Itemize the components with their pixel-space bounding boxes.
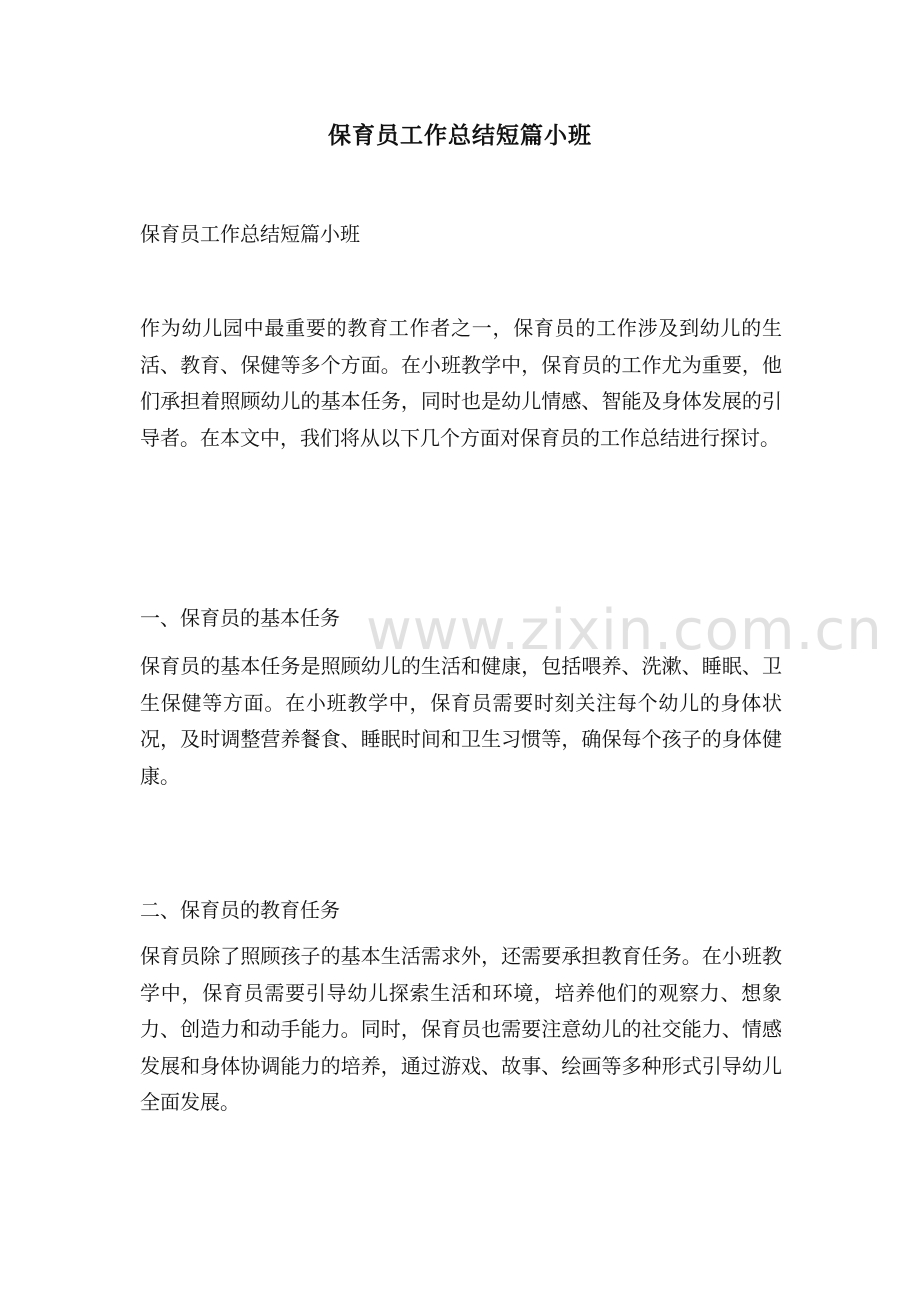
intro-paragraph: 作为幼儿园中最重要的教育工作者之一，保育员的工作涉及到幼儿的生活、教育、保健等多个方面。在小班教学中，保育员的工作尤为重要，他们承担着照顾幼儿的基本任务，同时也是幼儿情感、智能及身体发展的引导者。在本文中，我们将从以下几个方面对保育员的工作总结进行探讨。 (140, 316, 782, 450)
section-heading-2: 二、保育员的教育任务 (140, 898, 340, 922)
document-title: 保育员工作总结短篇小班 (328, 122, 592, 149)
section-body-2: 保育员除了照顾孩子的基本生活需求外，还需要承担教育任务。在小班教学中，保育员需要引导幼儿探索生活和环境，培养他们的观察力、想象力、创造力和动手能力。同时，保育员也需要注意幼儿的社交能力、情感发展和身体协调能力的培养，通过游戏、故事、绘画等多种形式引导幼儿全面发展。 (140, 944, 782, 1115)
watermark: www.zixin.com.cn (366, 598, 883, 663)
section-heading-1: 一、保育员的基本任务 (140, 606, 340, 630)
section-body-1: 保育员的基本任务是照顾幼儿的生活和健康，包括喂养、洗漱、睡眠、卫生保健等方面。在小班教学中，保育员需要时刻关注每个幼儿的身体状况，及时调整营养餐食、睡眠时间和卫生习惯等，确保每个孩子的身体健康。 (140, 654, 782, 788)
document-subtitle: 保育员工作总结短篇小班 (140, 222, 360, 246)
